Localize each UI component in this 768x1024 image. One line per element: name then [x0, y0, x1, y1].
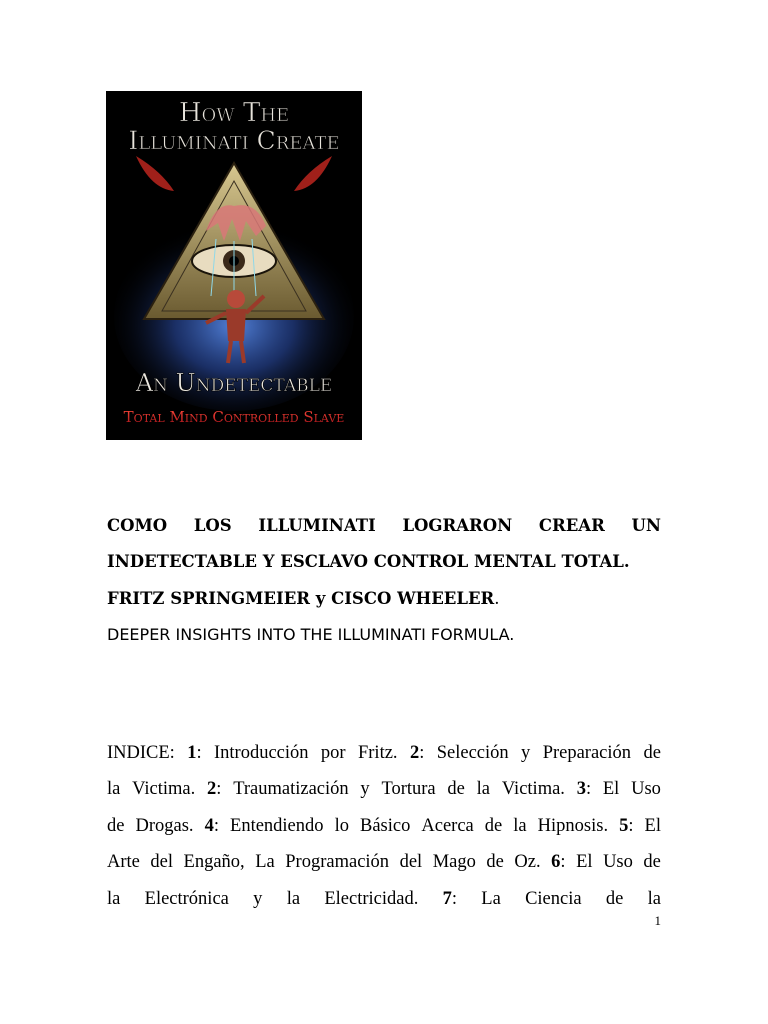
index-text: la [647, 888, 661, 909]
index-text: Hipnosis. [537, 815, 609, 836]
index-word [107, 881, 120, 917]
index-word [255, 844, 275, 880]
index-line [107, 771, 661, 807]
index-line [107, 808, 661, 844]
index-text: Entendiendo [230, 815, 324, 836]
index-text: y [360, 779, 370, 800]
index-text: de [605, 888, 624, 909]
index-text: : [628, 815, 634, 836]
index-word [205, 808, 219, 844]
heading-word: ILLUMINATI [258, 516, 376, 535]
cover-title-line2: Illuminati Create [128, 126, 340, 155]
index-text: la [476, 779, 491, 800]
index-text: Preparación [542, 743, 632, 763]
index-word [486, 844, 503, 880]
heading-word: COMO [107, 516, 168, 535]
index-word [358, 735, 398, 771]
index-word [107, 735, 175, 771]
heading-word: UN [631, 516, 661, 535]
index-text: : [560, 852, 566, 873]
index-text: Selección [436, 743, 509, 763]
index-text: : [216, 779, 222, 800]
index-word [481, 881, 501, 917]
index-word [603, 771, 619, 807]
index-text: Electricidad. [324, 888, 419, 909]
index-text: Electrónica [144, 888, 229, 909]
cover-subtitle-line2: Total Mind Controlled Slave [123, 408, 345, 426]
page-number: 1 [654, 913, 661, 928]
index-text: la [286, 888, 301, 909]
index-word [214, 735, 309, 771]
index-word [576, 844, 592, 880]
index-text: Fritz. [357, 743, 398, 763]
index-line [107, 881, 661, 917]
index-word [514, 844, 540, 880]
index-text: INDICE: [107, 743, 175, 763]
chapter-number: 1 [187, 743, 197, 763]
index-text: la [107, 779, 121, 800]
index-word [538, 808, 608, 844]
index-word [485, 808, 502, 844]
authors-period: . [494, 589, 500, 608]
index-word [230, 808, 324, 844]
index-text: de [484, 815, 503, 836]
index-text: La [481, 888, 501, 909]
index-word [287, 881, 300, 917]
index-text: Básico [359, 815, 411, 836]
index-word [606, 881, 623, 917]
index-word [207, 771, 221, 807]
index-word [360, 808, 410, 844]
heading-word: LOS [193, 516, 232, 535]
index-text: Programación [285, 852, 390, 873]
index-word [324, 881, 418, 917]
index-word [645, 808, 661, 844]
index-word [551, 844, 565, 880]
index-word [321, 735, 346, 771]
index-word [513, 808, 526, 844]
index-word [400, 844, 423, 880]
index-word [335, 808, 349, 844]
chapter-number: 3 [576, 779, 586, 800]
index-line [107, 735, 661, 771]
heading-line-2: INDETECTABLE Y ESCLAVO CONTROL MENTAL TOTAL. [107, 552, 630, 571]
index-text: Victima. [132, 779, 196, 800]
index-word [233, 771, 348, 807]
index-text: : [585, 779, 592, 800]
index-text: de [643, 852, 661, 873]
index-text: : [451, 888, 457, 909]
index-text: de [486, 852, 504, 873]
index-text: La [255, 852, 275, 873]
cover-artwork [106, 91, 362, 440]
index-word [543, 735, 631, 771]
puppet-figure-icon [227, 290, 245, 308]
index-text: El [576, 852, 593, 873]
index-word [619, 808, 633, 844]
index-text: de [107, 815, 125, 836]
index-text: Engaño, [183, 852, 245, 873]
heading-word: LOGRARON [402, 516, 513, 535]
authors: FRITZ SPRINGMEIER y CISCO WHEELER [107, 589, 495, 608]
chapter-number: 5 [619, 815, 629, 836]
index-text: y [253, 888, 263, 909]
index-word [136, 808, 194, 844]
chapter-number: 4 [204, 815, 214, 836]
index-word [643, 844, 660, 880]
index-text: Ciencia [525, 888, 582, 909]
index-text: Uso [631, 779, 661, 800]
index-word [421, 808, 473, 844]
chapter-number: 7 [442, 888, 452, 909]
index-text: y [521, 743, 531, 763]
index-text: : [213, 815, 219, 836]
index-text: Acerca [421, 815, 474, 836]
index-text: Oz. [514, 852, 541, 873]
index-word [360, 771, 369, 807]
index-word [603, 844, 633, 880]
index-text: Drogas. [135, 815, 194, 836]
authors-line [107, 589, 661, 609]
chapter-number: 6 [551, 852, 561, 873]
index-text: Introducción [214, 743, 309, 763]
index-word [132, 771, 195, 807]
index-text: de [447, 779, 465, 800]
cover-subtitle-line1: An Undetectable [135, 369, 333, 397]
index-text: lo [334, 815, 349, 836]
index-word [577, 771, 591, 807]
index-word [285, 844, 389, 880]
index-text: de [643, 743, 661, 763]
chapter-number: 2 [207, 779, 217, 800]
index-word [184, 844, 245, 880]
index-word [477, 771, 490, 807]
index-text: del [399, 852, 423, 873]
index-text: la [513, 815, 527, 836]
index-text: El [602, 779, 620, 800]
index-text: : [419, 743, 425, 763]
index-line [107, 844, 661, 880]
index-text: la [107, 888, 121, 909]
index-word [433, 844, 476, 880]
index-word [631, 771, 661, 807]
index-text: Tortura [381, 779, 436, 800]
index-word [502, 771, 565, 807]
index-text: : [196, 743, 202, 763]
index-word [643, 735, 660, 771]
index-text: El [644, 815, 661, 836]
english-subtitle: DEEPER INSIGHTS INTO THE ILLUMINATI FORMULA. [107, 625, 515, 644]
index-text: Traumatización [233, 779, 349, 800]
index-word [145, 881, 229, 917]
index-text: por [320, 743, 346, 763]
book-cover-image [106, 91, 362, 440]
index-text: del [150, 852, 174, 873]
index-word [150, 844, 173, 880]
index-word [381, 771, 435, 807]
heading-word: CREAR [538, 516, 605, 535]
index-word [525, 881, 582, 917]
index-word [107, 771, 120, 807]
index-text: Mago [432, 852, 476, 873]
index-word [253, 881, 262, 917]
index-word [437, 735, 509, 771]
index-word [447, 771, 464, 807]
heading-line-1 [107, 516, 661, 536]
index-text: Arte [107, 852, 140, 873]
index-text: Uso [603, 852, 633, 873]
index-text: Victima. [501, 779, 565, 800]
index-word [443, 881, 457, 917]
index-word [187, 735, 201, 771]
index-word [410, 735, 424, 771]
index-word [107, 844, 140, 880]
index-word [648, 881, 661, 917]
index-word [521, 735, 530, 771]
index-paragraph [107, 735, 661, 917]
cover-title-line1: How The [178, 98, 290, 128]
chapter-number: 2 [409, 743, 420, 763]
index-word [107, 808, 124, 844]
